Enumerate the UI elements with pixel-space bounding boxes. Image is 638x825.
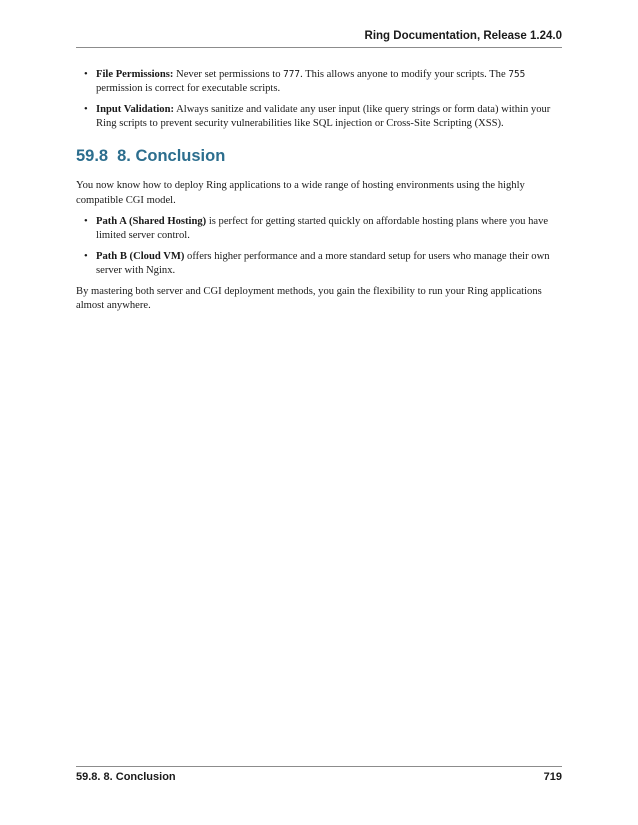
closing-paragraph: By mastering both server and CGI deployment methods, you gain the flexibility to run your Ring applications almost anywhere. bbox=[76, 285, 542, 311]
list-item bbox=[87, 215, 562, 243]
paths-bullet-list bbox=[76, 215, 562, 278]
running-footer bbox=[76, 771, 562, 783]
bullet-text: offers higher performance and a more standard setup for users who manage their own server with Nginx. bbox=[96, 250, 550, 276]
bullet-term: File Permissions: bbox=[96, 69, 174, 80]
list-item bbox=[87, 68, 562, 96]
bullet-text: Never set permissions to bbox=[173, 69, 284, 80]
footer-divider bbox=[76, 766, 562, 767]
list-item bbox=[87, 250, 562, 278]
bullet-term: Path B (Cloud VM) bbox=[96, 250, 185, 262]
section-title: 8. Conclusion bbox=[117, 147, 226, 166]
list-item bbox=[87, 103, 562, 131]
bullet-text: . This allows anyone to modify your scripts. The bbox=[300, 69, 509, 80]
bullet-term: Path A (Shared Hosting) bbox=[96, 215, 207, 227]
section-intro: You now know how to deploy Ring applications to a wide range of hosting environments using the highly compatible CGI model. bbox=[76, 180, 525, 206]
header-divider bbox=[76, 47, 562, 48]
inline-code: 777 bbox=[283, 69, 301, 80]
bullet-text: Always sanitize and validate any user input (like query strings or form data) within your Ring scripts to prevent security vulnerabilities like SQL injection or Cross-Site Scripting (XSS). bbox=[96, 103, 551, 130]
bullet-term: Input Validation: bbox=[96, 103, 175, 115]
footer-section-label: 59.8. 8. Conclusion bbox=[76, 771, 176, 783]
security-bullet-list bbox=[76, 68, 562, 131]
page-number: 719 bbox=[543, 771, 562, 783]
inline-code: 755 bbox=[508, 69, 526, 80]
section-heading bbox=[76, 146, 562, 166]
running-header: Ring Documentation, Release 1.24.0 bbox=[364, 30, 562, 42]
bullet-text: permission is correct for executable scripts. bbox=[96, 83, 281, 95]
page-content bbox=[76, 68, 562, 320]
section-number: 59.8 bbox=[76, 147, 109, 166]
bullet-text: is perfect for getting started quickly on affordable hosting plans where you have limited server control. bbox=[96, 215, 549, 241]
